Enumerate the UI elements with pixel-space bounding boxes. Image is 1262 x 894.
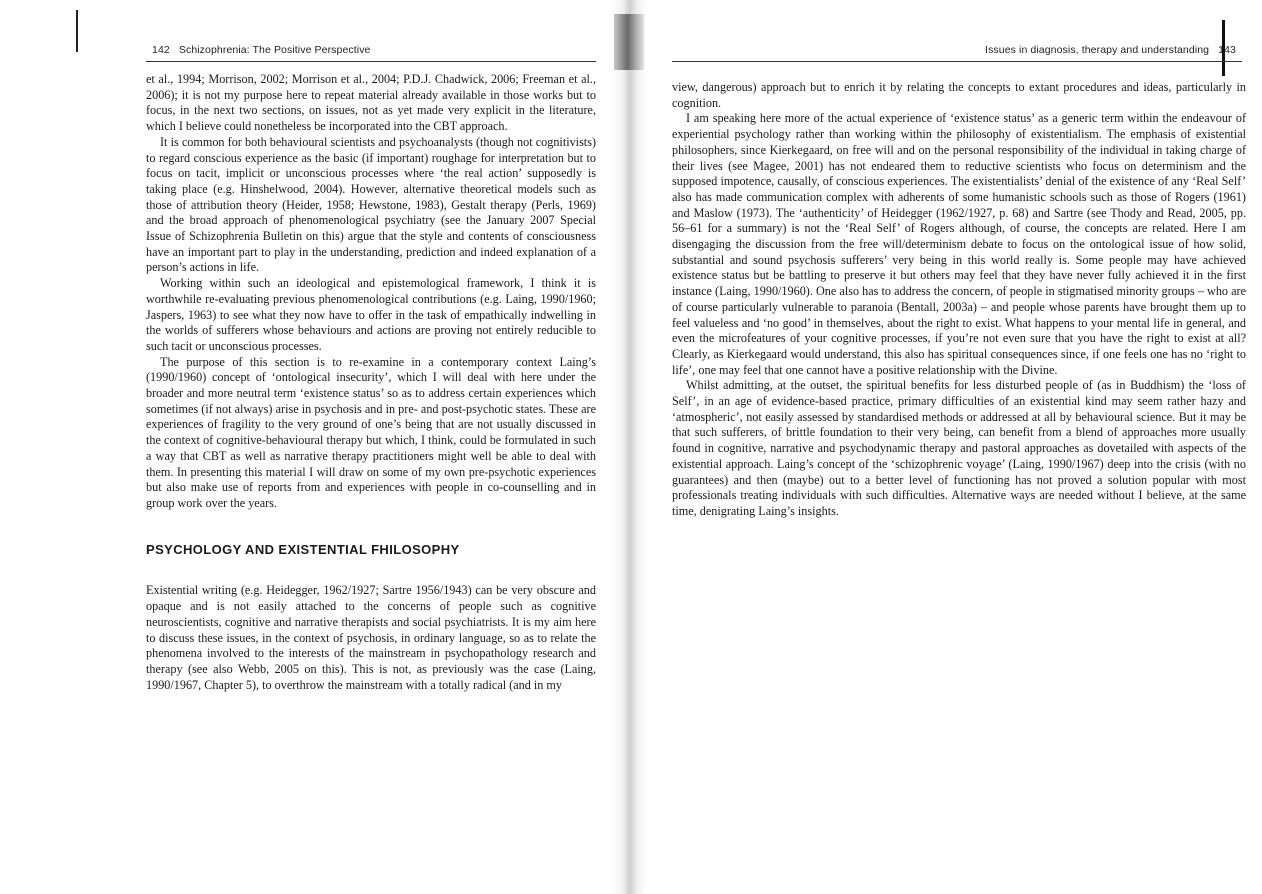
running-head-title: Issues in diagnosis, therapy and understanding <box>985 44 1210 56</box>
page-number: 142 <box>152 44 170 56</box>
paragraph: It is common for both behavioural scientists and psychoanalysts (though not cognitivists) to regard conscious experience as the basic (if important) roughage for interpretation but to focus on tacit, implicit or unconscious processes where ‘the real action’ supposedly is taking place (e.g. Hinshelwood, 2004). However, alternative theoretical models such as those of attribution theory (Heider, 1958; Hewstone, 1983), Gestalt therapy (Perls, 1969) and the broad approach of phenomenological psychiatry (see the January 2007 Special Issue of Schizophrenia Bulletin on this) argue that the style and contents of consciousness have an important part to play in the understanding, prediction and indeed explanation of a person’s actions in life. <box>146 134 596 275</box>
paragraph: et al., 1994; Morrison, 2002; Morrison et al., 2004; P.D.J. Chadwick, 2006; Freeman et al., 2006); it is not my purpose here to repeat material already available in those works but to focus, in the next two sections, on issues, not as yet made very explicit in the literature, which I believe could nonetheless be incorporated into the CBT approach. <box>146 72 596 134</box>
right-page <box>632 0 1262 894</box>
paragraph: Working within such an ideological and epistemological framework, I think it is worthwhile re-evaluating previous phenomenological contributions (e.g. Laing, 1990/1960; Jaspers, 1963) to see what they now have to offer in the task of empathically indwelling in the worlds of sufferers whose behaviours and actions are proving not entirely reducible to such tacit or unconscious processes. <box>146 276 596 353</box>
left-page <box>0 0 620 894</box>
left-text-column <box>146 72 596 693</box>
running-head-right <box>985 44 1242 56</box>
page-number: 143 <box>1218 44 1236 56</box>
paragraph: view, dangerous) approach but to enrich it by relating the concepts to extant procedures and ideas, particularly in cognition. <box>672 80 1246 110</box>
paragraph: The purpose of this section is to re-examine in a contemporary context Laing’s (1990/1960) concept of ‘ontological insecurity’, which I will deal with here under the broader and more neutral term ‘existence status’ so as to address certain experiences which sometimes (if not always) arise in psychosis and in pre- and post-psychotic states. These are experiences of fragility to the very ground of one’s being that are not usually discussed in the context of cognitive-behavioural therapy but which, I think, could be formulated in such a way that CBT as well as narrative therapy practitioners might well be able to deal with them. In presenting this material I will draw on some of my own pre-psychotic experiences but also make use of reports from and experiences with people in co-counselling and in group work over the years. <box>146 354 596 510</box>
section-heading: PSYCHOLOGY AND EXISTENTIAL FHILOSOPHY <box>146 541 460 557</box>
right-text-column <box>672 80 1246 520</box>
paragraph: Whilst admitting, at the outset, the spiritual benefits for less disturbed people of (as in Buddhism) the ‘loss of Self’, in an age of evidence-based practice, primary difficulties of an existential kind may seem rather hazy and ‘atmospheric’, not easily assessed by standardised methods or addressed at all by behavioural science. But it may be that such sufferers, of brittle foundation to their very being, can benefit from a blend of approaches more usually found in cognitive, narrative and psychodynamic therapy and pastoral approaches as dovetailed with aspects of the existential approach. Laing’s concept of the ‘schizophrenic voyage’ (Laing, 1990/1967) deep into the crisis (with no guarantees) and then (maybe) out to a better level of functioning has not proved a solution popular with most professionals treating individuals with such difficulties. Alternative ways are needed without I believe, at the same time, denigrating Laing’s insights. <box>672 378 1246 518</box>
running-head-rule <box>672 61 1242 62</box>
running-head-rule <box>146 61 596 62</box>
running-head-title: Schizophrenia: The Positive Perspective <box>178 44 371 56</box>
paragraph: I am speaking here more of the actual experience of ‘existence status’ as a generic term within the endeavour of experiential psychology rather than working within the philosophy of existentialism. The emphasis of existential philosophers, since Kierkegaard, on free will and on the personal responsibility of the individual in taking charge of their lives (see Magee, 2001) has not endeared them to reductive scientists who focus on determinism and the supposed impotence, causally, of conscious experiences. The existentialists’ denial of the existence of any ‘Real Self’ also has made communication complex with adherents of some humanistic schools such as those of Rogers (1961) and Maslow (1973). The ‘authenticity’ of Heidegger (1962/1927, p. 68) and Sartre (see Thody and Read, 2005, pp. 56–61 for a summary) is not the ‘Real Self’ of Rogers although, of course, the concepts are related. Here I am disengaging the discussion from the free will/determinism debate to focus on the ontological issue of how solid, substantial and sound psychosis sufferers’ very being in this world really is. Some people may have achieved existence status but be battling to preserve it but others may feel that they have never fully achieved it in the first instance (Laing, 1990/1960). One also has to address the concern, of people in stigmatised minority groups – who are of course particularly vulnerable to paranoia (Bentall, 2003a) – and people whose parents have brought them up to feel valueless and ‘no good’ in themselves, about the right to exist. What happens to your mental life in general, and even the microfeatures of your cognitive processes, if you’re not even sure that you have the right to exist at all? Clearly, as Kierkegaard would understand, this also has spiritual consequences since, if one feels one has no ‘right to life’, one may feel that one cannot have a positive relationship with the Divine. <box>672 111 1246 377</box>
paragraph: Existential writing (e.g. Heidegger, 1962/1927; Sartre 1956/1943) can be very obscure and opaque and is not easily attached to the concerns of people such as cognitive neuroscientists, cognitive and narrative therapists and social psychiatrists. It is my aim here to discuss these issues, in the context of psychosis, in ordinary language, so as to relate the phenomena involved to the interests of the mainstream in psychopathology research and therapy (see also Webb, 2005 on this). This is not, as previously was the case (Laing, 1990/1967, Chapter 5), to overthrow the mainstream with a totally radical (and in my <box>146 583 596 692</box>
running-head-left <box>146 44 371 56</box>
